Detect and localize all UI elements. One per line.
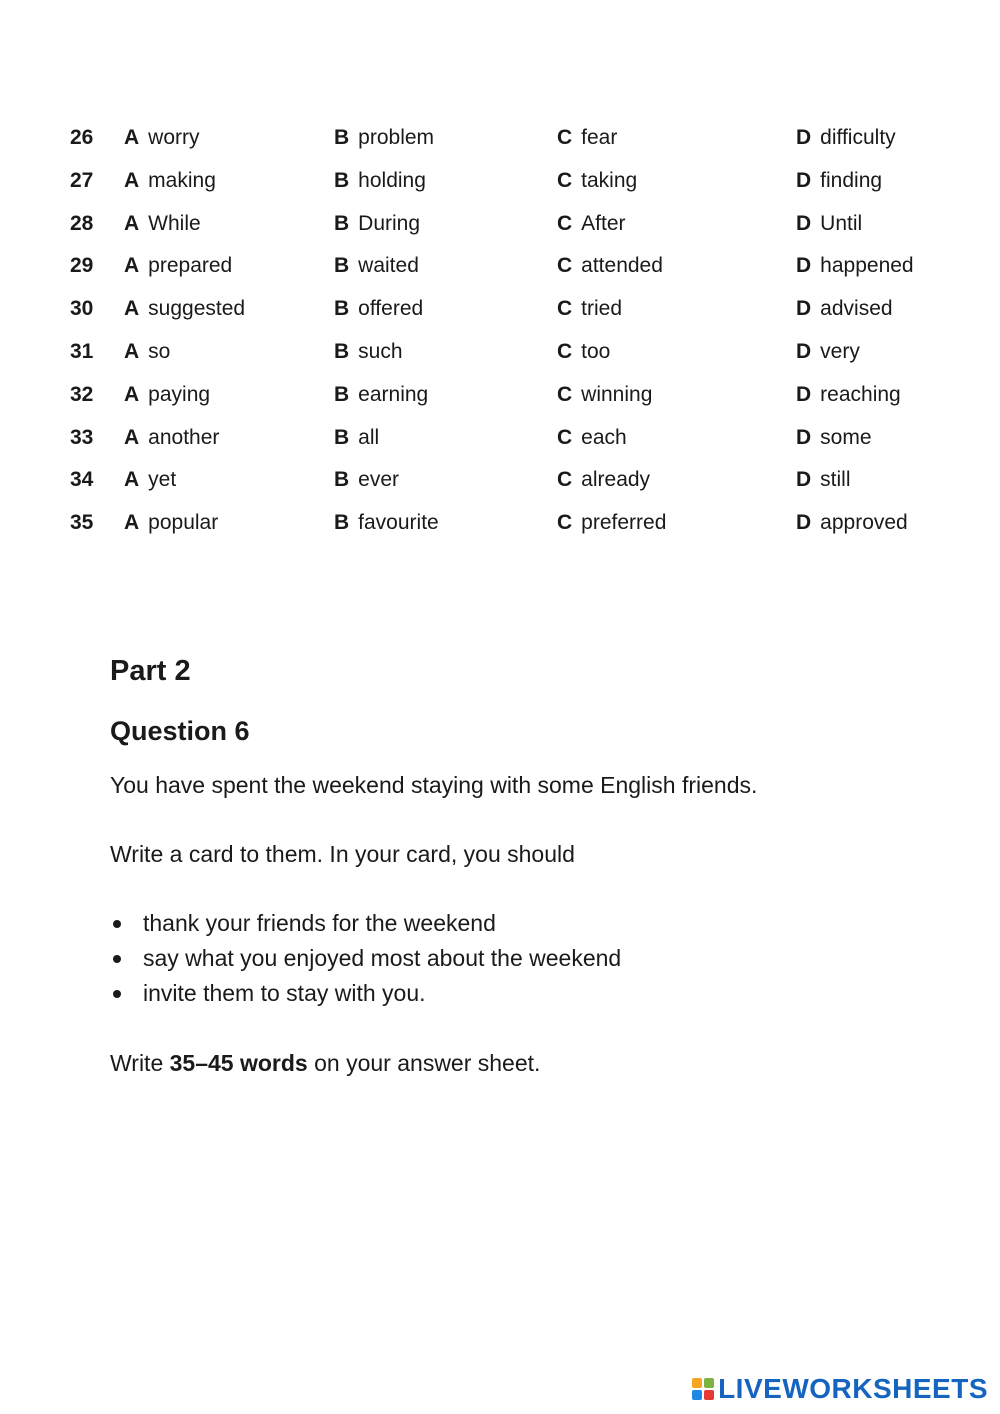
option-letter: C xyxy=(557,254,573,278)
option-c xyxy=(557,340,610,364)
option-letter: A xyxy=(124,297,140,321)
option-letter: B xyxy=(334,211,350,235)
option-word: earning xyxy=(358,382,429,406)
option-letter: C xyxy=(557,468,573,492)
question-row xyxy=(0,418,1000,461)
task-bullet xyxy=(110,980,621,1015)
option-word: holding xyxy=(358,168,426,192)
option-a xyxy=(124,511,218,535)
option-b xyxy=(334,468,399,492)
option-word: some xyxy=(820,425,872,449)
logo-square xyxy=(704,1390,714,1400)
option-letter: D xyxy=(796,211,812,235)
question-row xyxy=(0,332,1000,375)
option-word: attended xyxy=(581,254,663,278)
option-b xyxy=(334,254,419,278)
option-a xyxy=(124,340,170,364)
question-row xyxy=(0,161,1000,204)
option-d xyxy=(796,297,893,321)
option-b xyxy=(334,169,426,193)
word-count-range: 35–45 words xyxy=(169,1050,308,1076)
option-word: paying xyxy=(148,382,211,406)
logo-square xyxy=(692,1390,702,1400)
option-letter: D xyxy=(796,297,812,321)
question-number: 32 xyxy=(70,382,94,406)
option-b xyxy=(334,340,403,364)
option-word: waited xyxy=(358,254,419,278)
question-row xyxy=(0,503,1000,546)
liveworksheets-logo-icon xyxy=(692,1378,714,1400)
option-word: so xyxy=(148,339,171,363)
option-letter: B xyxy=(334,468,350,492)
option-letter: A xyxy=(124,168,140,192)
option-letter: B xyxy=(334,297,350,321)
option-letter: D xyxy=(796,425,812,449)
option-word: happened xyxy=(820,254,914,278)
option-word: too xyxy=(581,339,611,363)
option-word: problem xyxy=(358,126,435,149)
option-letter: D xyxy=(796,254,812,278)
option-word: difficulty xyxy=(820,126,896,149)
option-letter: C xyxy=(557,126,573,149)
option-a xyxy=(124,254,232,278)
question-intro: You have spent the weekend staying with some English friends. xyxy=(110,772,758,798)
option-c xyxy=(557,426,627,450)
option-letter: A xyxy=(124,425,140,449)
bullet-icon xyxy=(113,920,121,928)
option-letter: D xyxy=(796,511,812,535)
option-d xyxy=(796,212,862,236)
option-word: already xyxy=(581,468,651,492)
question-number: 26 xyxy=(70,126,94,149)
question-row xyxy=(0,204,1000,247)
option-letter: C xyxy=(557,297,573,321)
option-c xyxy=(557,511,666,535)
option-c xyxy=(557,254,663,278)
option-letter: A xyxy=(124,382,140,406)
option-d xyxy=(796,126,896,150)
question-row xyxy=(0,289,1000,332)
task-bullet xyxy=(110,910,621,945)
word-count-prefix: Write xyxy=(110,1050,170,1076)
option-letter: D xyxy=(796,168,812,192)
option-letter: D xyxy=(796,382,812,406)
question-row xyxy=(0,118,1000,161)
option-word: winning xyxy=(581,382,653,406)
option-letter: C xyxy=(557,339,573,363)
option-word: making xyxy=(148,168,216,192)
task-bullet-text: thank your friends for the weekend xyxy=(143,910,496,936)
question-row xyxy=(0,460,1000,503)
option-a xyxy=(124,297,245,321)
task-bullet-text: invite them to stay with you. xyxy=(143,980,426,1006)
option-letter: A xyxy=(124,468,140,492)
option-letter: B xyxy=(334,382,350,406)
option-letter: D xyxy=(796,126,812,149)
option-d xyxy=(796,468,851,492)
answer-options-list xyxy=(0,118,1000,546)
option-c xyxy=(557,468,650,492)
option-c xyxy=(557,297,622,321)
question-task: Write a card to them. In your card, you should xyxy=(110,841,575,867)
option-word: yet xyxy=(148,468,177,492)
option-a xyxy=(124,169,216,193)
option-letter: B xyxy=(334,425,350,449)
option-word: Until xyxy=(820,211,863,235)
option-b xyxy=(334,426,379,450)
option-word: finding xyxy=(820,168,883,192)
option-a xyxy=(124,126,200,150)
option-word: offered xyxy=(358,297,424,321)
option-c xyxy=(557,212,626,236)
task-bullet-list xyxy=(110,910,621,1015)
part-title: Part 2 xyxy=(110,655,191,687)
option-word: approved xyxy=(820,511,908,535)
option-letter: C xyxy=(557,425,573,449)
option-word: reaching xyxy=(820,382,901,406)
option-a xyxy=(124,468,176,492)
question-number: 27 xyxy=(70,168,94,192)
option-word: taking xyxy=(581,168,638,192)
option-c xyxy=(557,126,617,150)
option-word: favourite xyxy=(358,511,439,535)
option-letter: C xyxy=(557,168,573,192)
option-d xyxy=(796,340,860,364)
option-word: prepared xyxy=(148,254,233,278)
task-bullet-text: say what you enjoyed most about the weekend xyxy=(143,945,622,971)
option-letter: B xyxy=(334,126,350,149)
option-b xyxy=(334,383,428,407)
option-letter: C xyxy=(557,382,573,406)
option-word: worry xyxy=(148,126,200,149)
option-word: still xyxy=(820,468,851,492)
option-letter: B xyxy=(334,168,350,192)
option-letter: D xyxy=(796,339,812,363)
option-word: suggested xyxy=(148,297,246,321)
option-word: While xyxy=(148,211,201,235)
option-letter: B xyxy=(334,511,350,535)
task-bullet xyxy=(110,945,621,980)
option-a xyxy=(124,383,210,407)
option-word: fear xyxy=(581,126,618,149)
option-letter: A xyxy=(124,511,140,535)
option-word: preferred xyxy=(581,511,667,535)
option-word: such xyxy=(358,339,403,363)
question-number: 34 xyxy=(70,468,94,492)
bullet-icon xyxy=(113,955,121,963)
option-d xyxy=(796,169,882,193)
word-count-suffix: on your answer sheet. xyxy=(307,1050,541,1076)
option-letter: C xyxy=(557,211,573,235)
option-c xyxy=(557,383,652,407)
logo-square xyxy=(704,1378,714,1388)
question-row xyxy=(0,375,1000,418)
option-b xyxy=(334,212,420,236)
option-a xyxy=(124,212,201,236)
option-b xyxy=(334,297,423,321)
brand-name: LIVEWORKSHEETS xyxy=(718,1373,988,1404)
option-letter: A xyxy=(124,211,140,235)
option-a xyxy=(124,426,219,450)
question-number: 35 xyxy=(70,511,94,535)
question-number: 33 xyxy=(70,425,94,449)
option-letter: A xyxy=(124,126,140,149)
option-word: During xyxy=(358,211,421,235)
option-b xyxy=(334,511,439,535)
option-word: popular xyxy=(148,511,219,535)
liveworksheets-watermark xyxy=(692,1372,988,1406)
option-word: very xyxy=(820,339,860,363)
bullet-icon xyxy=(113,990,121,998)
option-letter: C xyxy=(557,511,573,535)
option-word: tried xyxy=(581,297,623,321)
question-row xyxy=(0,246,1000,289)
option-b xyxy=(334,126,434,150)
option-letter: B xyxy=(334,254,350,278)
option-d xyxy=(796,383,901,407)
question-number: 31 xyxy=(70,339,94,363)
option-word: ever xyxy=(358,468,400,492)
option-d xyxy=(796,426,872,450)
option-d xyxy=(796,254,914,278)
option-letter: D xyxy=(796,468,812,492)
option-word: all xyxy=(358,425,380,449)
option-letter: B xyxy=(334,339,350,363)
option-word: each xyxy=(581,425,627,449)
option-c xyxy=(557,169,637,193)
question-number: 29 xyxy=(70,254,94,278)
option-word: another xyxy=(148,425,220,449)
option-word: After xyxy=(581,211,626,235)
logo-square xyxy=(692,1378,702,1388)
question-number: 30 xyxy=(70,297,94,321)
option-letter: A xyxy=(124,254,140,278)
option-word: advised xyxy=(820,297,893,321)
option-letter: A xyxy=(124,339,140,363)
question-number: 28 xyxy=(70,211,94,235)
word-count-instruction xyxy=(110,1050,540,1077)
question-title: Question 6 xyxy=(110,716,250,746)
option-d xyxy=(796,511,908,535)
